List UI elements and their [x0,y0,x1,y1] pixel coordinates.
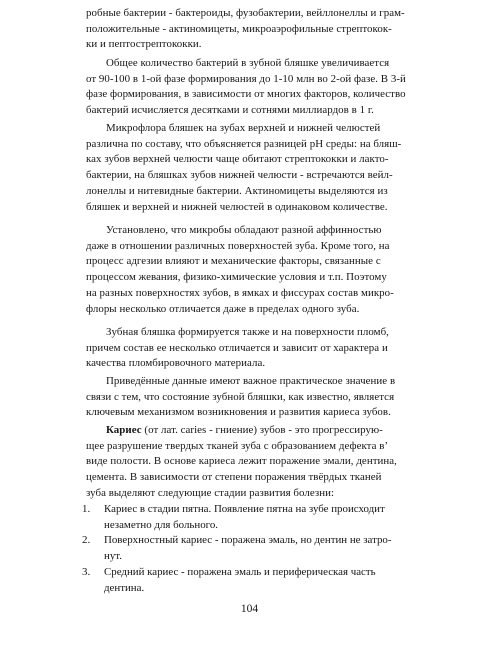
text-line: положительные - актиномицеты, микроаэрофильные стрептокок- [86,22,392,35]
text-line: качества пломбировочного материала. [86,357,266,370]
list-item [82,565,416,596]
text-line: от 90-100 в 1-ой фазе формирования до 1-10 млн во 2-ой фазе. В 3-й [86,72,406,85]
text-line: незаметно для больного. [104,518,219,531]
text-line: Средний кариес - поражена эмаль и периферическая часть [104,565,376,578]
text-line: лонеллы и нитевидные бактерии. Актиномицеты выделяются из [86,184,388,197]
text-line [86,423,416,439]
text-line: на разных поверхностях зубов, в ямках и фиссурах состав микро- [86,286,394,299]
text-line: ках зубов верхней челюсти чаще обитают стрептококки и лакто- [86,153,389,166]
text-line: робные бактерии - бактероиды, фузобактерии, вейллонеллы и грам- [86,7,405,19]
text-fragment: (от лат. caries - гниение) зубов - это прогрессирую- [141,424,383,436]
list-item [82,533,416,564]
paragraph-7 [86,423,416,502]
text-line: ключевым механизмом возникновения и развития кариеса зубов. [86,406,391,419]
text-line: нут. [104,550,122,563]
text-line: бактерий исчисляется десятками и сотнями миллиардов в 1 г. [86,104,374,117]
text-line: Кариес в стадии пятна. Появление пятна на зубе происходит [104,503,385,515]
text-line: фазе формирования, в зависимости от многих факторов, количество [86,88,406,101]
text-line: процессом жевания, физико-химические условия и т.п. Поэтому [86,271,387,284]
list-number: 1. [82,503,91,515]
text-line: бактерии, на бляшках зубов нижней челюсти - встречаются вейл- [86,169,393,182]
paragraph-5 [86,325,416,372]
text-line: даже в отношении различных поверхностей зуба. Кроме того, на [86,239,390,252]
text-line: щее разрушение твердых тканей зуба с образованием дефекта в’ [86,439,389,452]
text-line: процесс адгезии влияют и механические факторы, связанные с [86,255,381,268]
text-line: Микрофлора бляшек на зубах верхней и нижней челюстей [106,122,381,134]
paragraph-4 [86,223,416,317]
text-line: дентина. [104,581,145,594]
text-line: различна по составу, что объясняется разницей pH среды: на бляш- [86,137,402,150]
text-line: связи с тем, что состояние зубной бляшки, как известно, является [86,390,395,403]
list-number: 2. [82,534,91,547]
list-number: 3. [82,565,91,578]
text-line: Зубная бляшка формируется также и на поверхности пломб, [106,326,389,338]
page-number: 104 [240,603,259,615]
paragraph-6 [86,374,416,421]
text-line: Приведённые данные имеют важное практическое значение в [106,375,396,387]
text-line: зуба выделяют следующие стадии развития болезни: [86,486,335,499]
text-line: бляшек и верхней и нижней челюстей в одинаковом количестве. [86,200,388,213]
text-line: ки и пептострептококки. [86,38,202,51]
text-line: флоры несколько отличается даже в пределах одного зуба. [86,302,360,315]
text-line: Поверхностный кариес - поражена эмаль, но дентин не затро- [104,534,392,547]
text-line: Установлено, что микробы обладают разной аффинностью [106,224,382,236]
list-item [82,502,416,533]
paragraph-2 [86,56,416,119]
term-caries: Кариес [106,424,142,436]
text-line: цемента. В зависимости от степени поражения твёрдых тканей [86,471,382,484]
stages-list [82,502,416,596]
text-line: виде полости. В основе кариеса лежит поражение эмали, дентина, [86,455,397,468]
paragraph-3 [86,121,416,215]
paragraph-1 [86,6,416,53]
text-line: причем состав ее несколько отличается и зависит от характера и [86,341,388,354]
text-line: Общее количество бактерий в зубной бляшке увеличивается [106,57,390,69]
